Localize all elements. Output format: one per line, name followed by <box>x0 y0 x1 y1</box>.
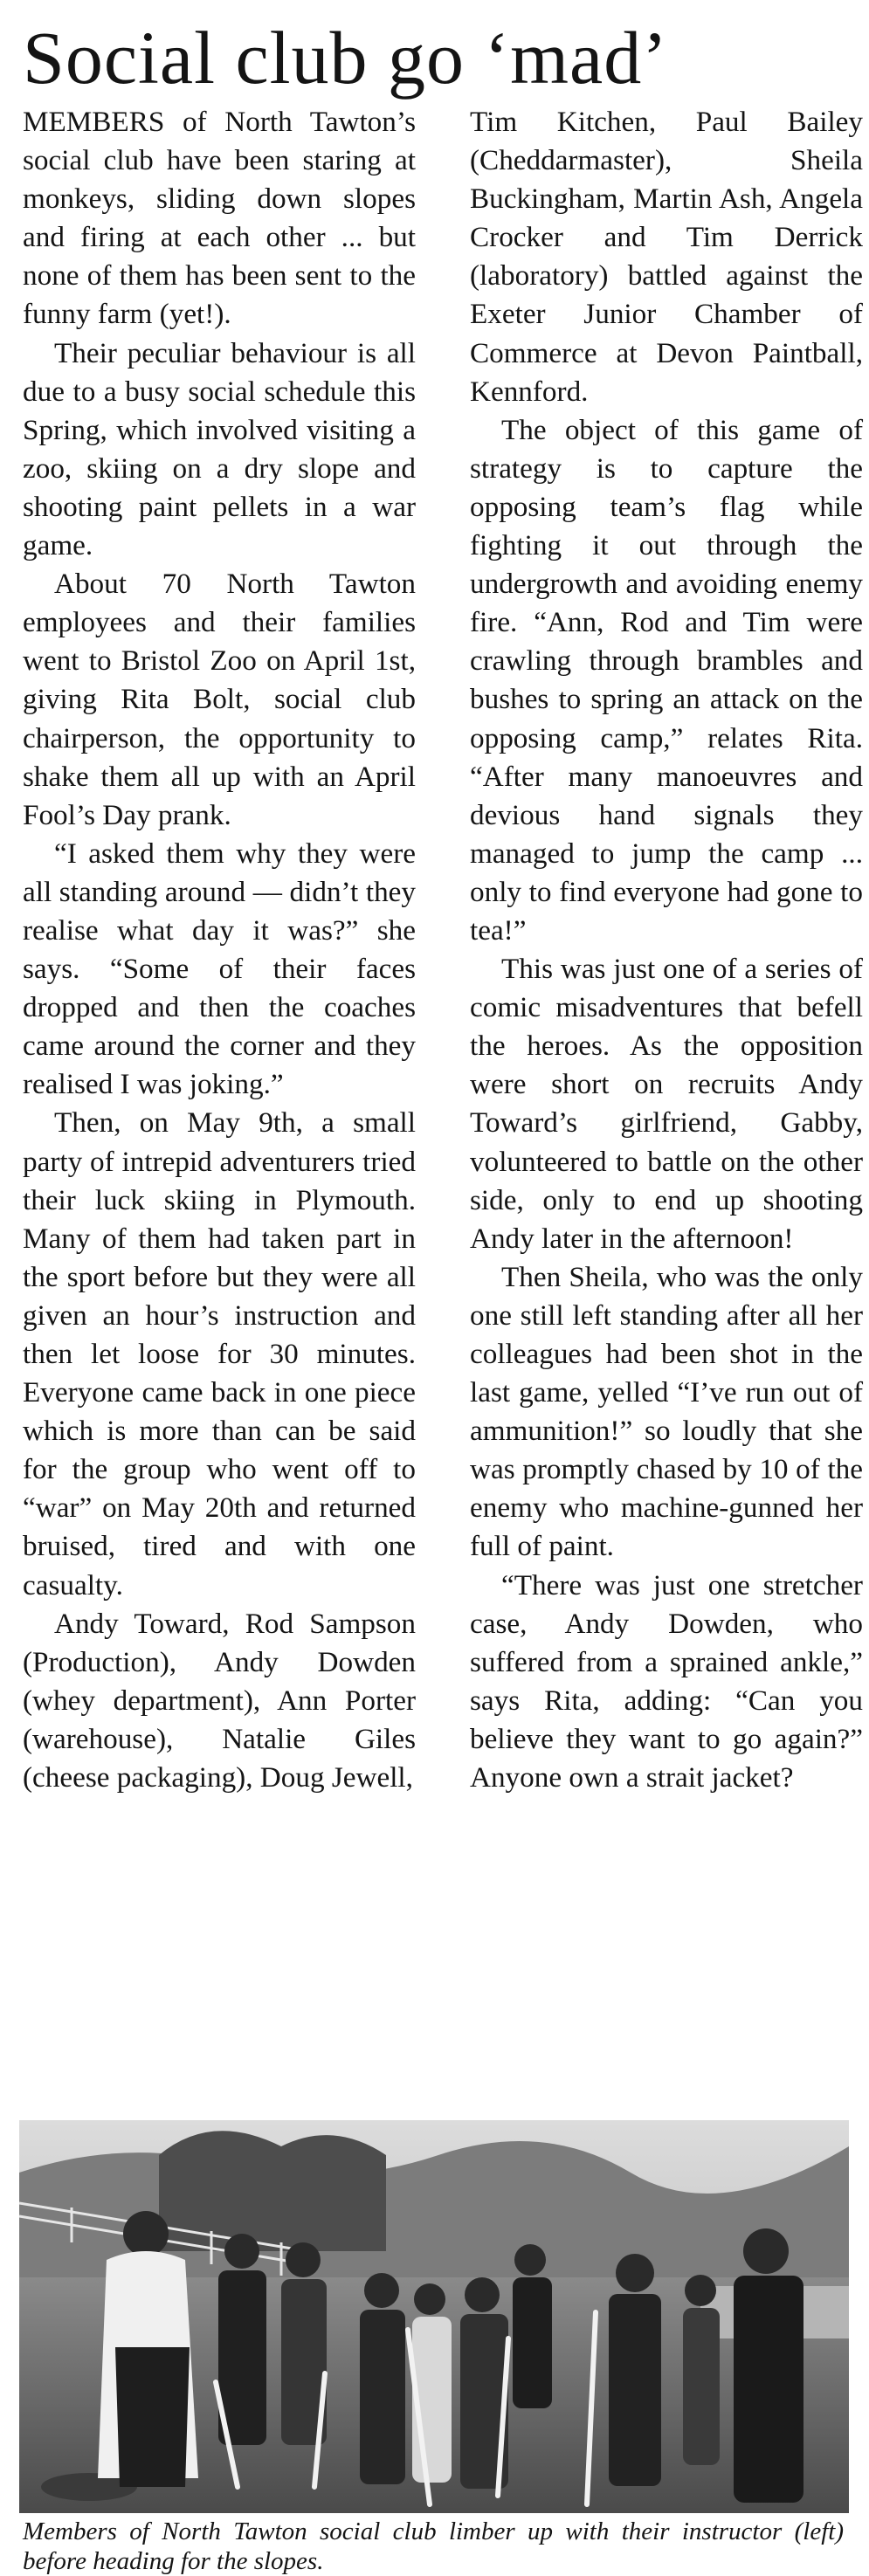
article-column-left <box>23 103 416 1797</box>
article-paragraph: Then Sheila, who was the only one still left standing after all her colleagues had been shot in the last game, yelled “I’ve run out of ammunition!” so loudly that she was promptly chased by 10 of the enemy who machine-gunned her full of paint. <box>470 1260 863 1563</box>
article-paragraph: This was just one of a series of comic misadventures that befell the heroes. As the opposition were short on recruits Andy Toward’s girlfriend, Gabby, volunteered to battle on the other side, only to end up shooting Andy later in the afternoon! <box>470 953 863 1255</box>
article-paragraph: “I asked them why they were all standing around — didn’t they realise what day it was?” she says. “Some of their faces dropped and then the coaches came around the corner and they realised I was joking.” <box>23 837 416 1101</box>
article-paragraph: Then, on May 9th, a small party of intrepid adventurers tried their luck skiing in Plymouth. Many of them had taken part in the sport before but they were all given an hour’s instruction and then let loose for 30 minutes. Everyone came back in one piece which is more than can be said for the group who went off to “war” on May 20th and returned bruised, tired and with one casualty. <box>23 1106 416 1601</box>
article-paragraph-split-end: Tim Kitchen, Paul Bailey (Cheddarmaster), Sheila Buckingham, Martin Ash, Angela Crocker and Tim Derrick (laboratory) battled against the Exeter Junior Chamber of Commerce at Devon Paintball, Kennford. <box>470 106 863 408</box>
group-photo-illustration <box>19 2120 849 2513</box>
article-paragraph: About 70 North Tawton employees and their families went to Bristol Zoo on April 1st, giving Rita Bolt, social club chairperson, the opportunity to shake them all up with an April Fool’s Day prank. <box>23 568 416 831</box>
article-paragraph: The object of this game of strategy is to capture the opposing team’s flag while fighting it out through the undergrowth and avoiding enemy fire. “Ann, Rod and Tim were crawling through brambles and bushes to spring an attack on the opposing camp,” relates Rita. “After many manoeuvres and devious hand signals they managed to jump the camp ... only to find everyone had gone to tea!” <box>470 413 863 947</box>
article-column-right <box>470 103 863 1797</box>
group-photo <box>19 2120 849 2513</box>
photo-caption: Members of North Tawton social club limber up with their instructor (left) before heading for the slopes. <box>23 2517 844 2575</box>
article-paragraph: MEMBERS of North Tawton’s social club have been staring at monkeys, sliding down slopes and firing at each other ... but none of them has been sent to the funny farm (yet!). <box>23 106 416 331</box>
article-headline: Social club go ‘mad’ <box>23 16 668 100</box>
article-paragraph-split-start: Andy Toward, Rod Sampson (Production), Andy Dowden (whey department), Ann Porter (warehouse), Natalie Giles (cheese packaging), Doug Jewell, <box>23 1607 416 1794</box>
article-paragraph: Their peculiar behaviour is all due to a busy social schedule this Spring, which involved visiting a zoo, skiing on a dry slope and shooting paint pellets in a war game. <box>23 336 416 562</box>
article-paragraph: “There was just one stretcher case, Andy Dowden, who suffered from a sprained ankle,” says Rita, adding: “Can you believe they want to go again?” Anyone own a strait jacket? <box>470 1568 863 1794</box>
